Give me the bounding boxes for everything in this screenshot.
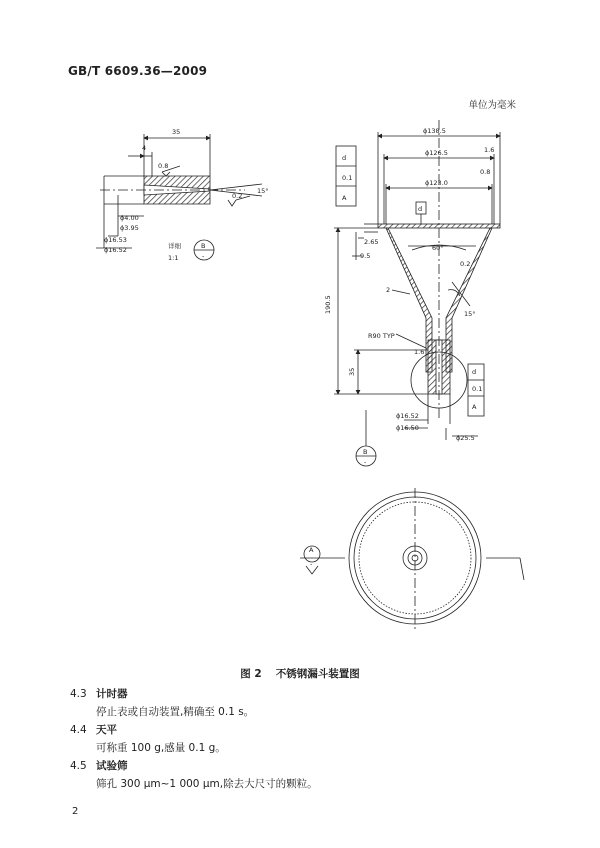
angle-15: 15° <box>464 310 476 318</box>
section-title: 试验筛 <box>96 760 128 772</box>
dim-265: 2.65 <box>364 238 379 246</box>
detail-rough-08: 0.8 <box>158 162 169 170</box>
tol-d: d <box>342 154 347 162</box>
dim-dia-1265: ϕ126.5 <box>425 149 448 157</box>
dim-95: 9.5 <box>360 252 371 260</box>
section-title: 计时器 <box>96 688 128 700</box>
dim-35: 35 <box>348 367 356 376</box>
tol-value-right: 0.1 <box>472 385 483 393</box>
section-title: 天平 <box>96 724 117 736</box>
detail-dia-1652: ϕ16.52 <box>104 246 127 254</box>
rough-16-bottom: 1.6 <box>414 348 425 356</box>
tol-ref-a: A <box>342 194 347 202</box>
rough-02: 0.2 <box>460 260 471 268</box>
section-heading <box>70 758 128 773</box>
detail-dia-1653: ϕ16.53 <box>104 236 127 244</box>
funnel-plan-view <box>300 488 524 630</box>
detail-dia-395: ϕ3.95 <box>120 224 139 232</box>
tol-ref-right: A <box>472 403 477 411</box>
label-2: 2 <box>386 286 391 294</box>
datum-d: d <box>418 205 423 213</box>
section-body: 可称重 100 g,感量 0.1 g。 <box>96 742 226 754</box>
ref-b-sub: - <box>364 458 367 466</box>
section-number: 4.3 <box>70 688 87 700</box>
dim-1905: 190.5 <box>324 295 332 314</box>
ref-a: A <box>309 546 314 554</box>
detail-len-4: 4 <box>142 144 147 152</box>
detail-ref-b-sub: - <box>202 252 205 260</box>
detail-rough-02: 0.2 <box>232 192 243 200</box>
tol-d-right: d <box>472 368 477 376</box>
detail-dia-400: ϕ4.00 <box>120 214 139 222</box>
rough-08: 0.8 <box>480 168 491 176</box>
ref-a-sub: - <box>310 560 313 568</box>
detail-scale: 1:1 <box>168 254 179 262</box>
detail-label: 详细 <box>168 242 181 250</box>
section-number: 4.4 <box>70 724 87 736</box>
section-heading <box>70 722 117 737</box>
detail-ref-b: B <box>201 242 206 250</box>
dim-dia-1650: ϕ16.50 <box>396 424 419 432</box>
figure-caption <box>0 666 600 681</box>
section-body: 停止表或自动装置,精确至 0.1 s。 <box>96 706 255 718</box>
section-heading <box>70 686 128 701</box>
ref-b: B <box>363 448 368 456</box>
dim-dia-255: ϕ25.5 <box>456 434 475 442</box>
r90-typ: R90 TYP <box>368 332 395 340</box>
rough-16-top: 1.6 <box>484 146 495 154</box>
figure-number: 图 2 <box>240 668 262 680</box>
dim-dia-1385: ϕ138.5 <box>423 127 446 135</box>
section-number: 4.5 <box>70 760 87 772</box>
page-number: 2 <box>72 806 79 817</box>
detail-angle-15: 15° <box>257 187 269 195</box>
figure-title: 不锈钢漏斗装置图 <box>275 668 360 680</box>
standard-code: GB/T 6609.36—2009 <box>68 64 208 78</box>
tol-value: 0.1 <box>342 174 353 182</box>
unit-note: 单位为毫米 <box>468 100 516 111</box>
section-body: 筛孔 300 μm~1 000 μm,除去大尺寸的颗粒。 <box>96 778 318 790</box>
angle-60: 60° <box>432 244 444 252</box>
dim-dia-1652: ϕ16.52 <box>396 412 419 420</box>
dim-dia-1230: ϕ123.0 <box>425 179 448 187</box>
detail-len-35: 35 <box>172 128 181 136</box>
